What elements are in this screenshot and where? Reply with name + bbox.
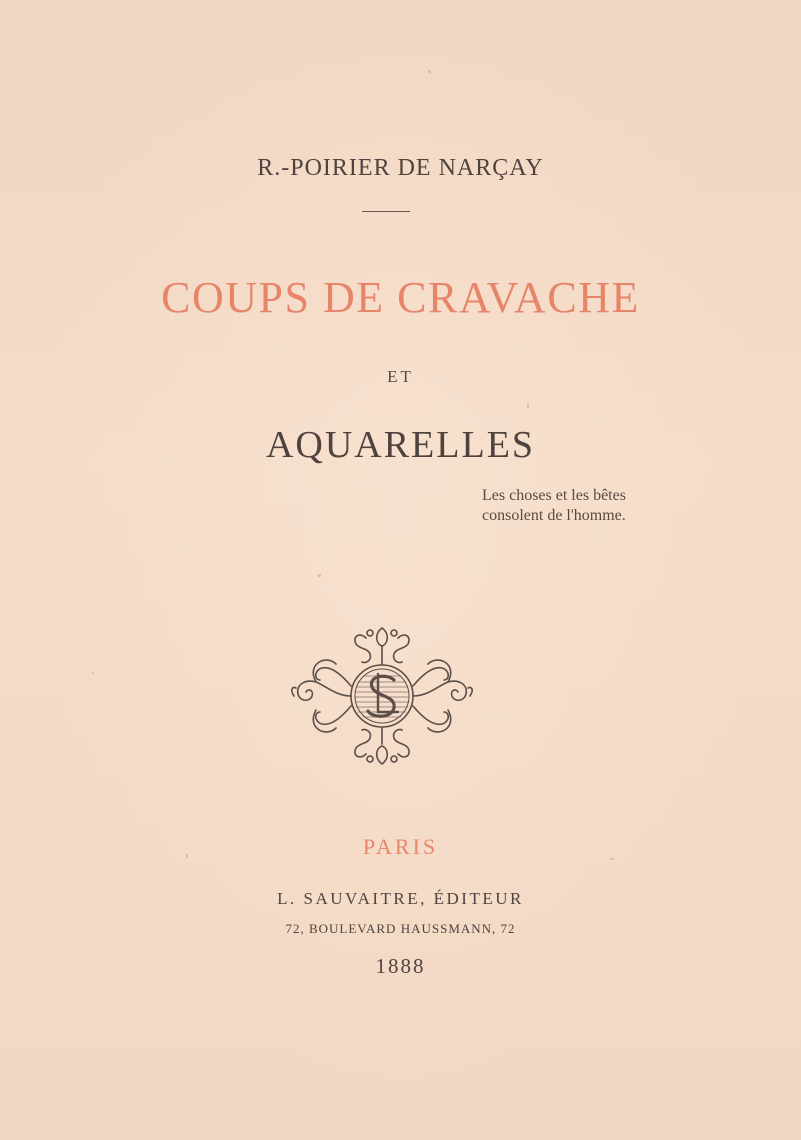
epigraph xyxy=(482,486,626,526)
paper-speck xyxy=(92,672,94,674)
paper-speck xyxy=(428,70,431,73)
imprint-address: 72, BOULEVARD HAUSSMANN, 72 xyxy=(285,921,516,936)
title-rule xyxy=(362,211,410,212)
title-conjunction: ET xyxy=(387,367,414,386)
paper-speck xyxy=(527,403,529,409)
imprint-publisher: L. SAUVAITRE, ÉDITEUR xyxy=(277,889,524,908)
publisher-monogram-ornament-icon xyxy=(286,624,478,768)
author-name: R.-POIRIER DE NARÇAY xyxy=(257,155,544,181)
book-title-secondary: AQUARELLES xyxy=(265,424,536,466)
paper-speck xyxy=(318,574,321,577)
epigraph-line: consolent de l'homme. xyxy=(482,507,626,524)
imprint-year: 1888 xyxy=(375,954,426,978)
imprint-city: PARIS xyxy=(362,834,439,859)
epigraph-line: Les choses et les bêtes xyxy=(482,487,626,504)
book-title-primary: COUPS DE CRAVACHE xyxy=(161,273,640,322)
